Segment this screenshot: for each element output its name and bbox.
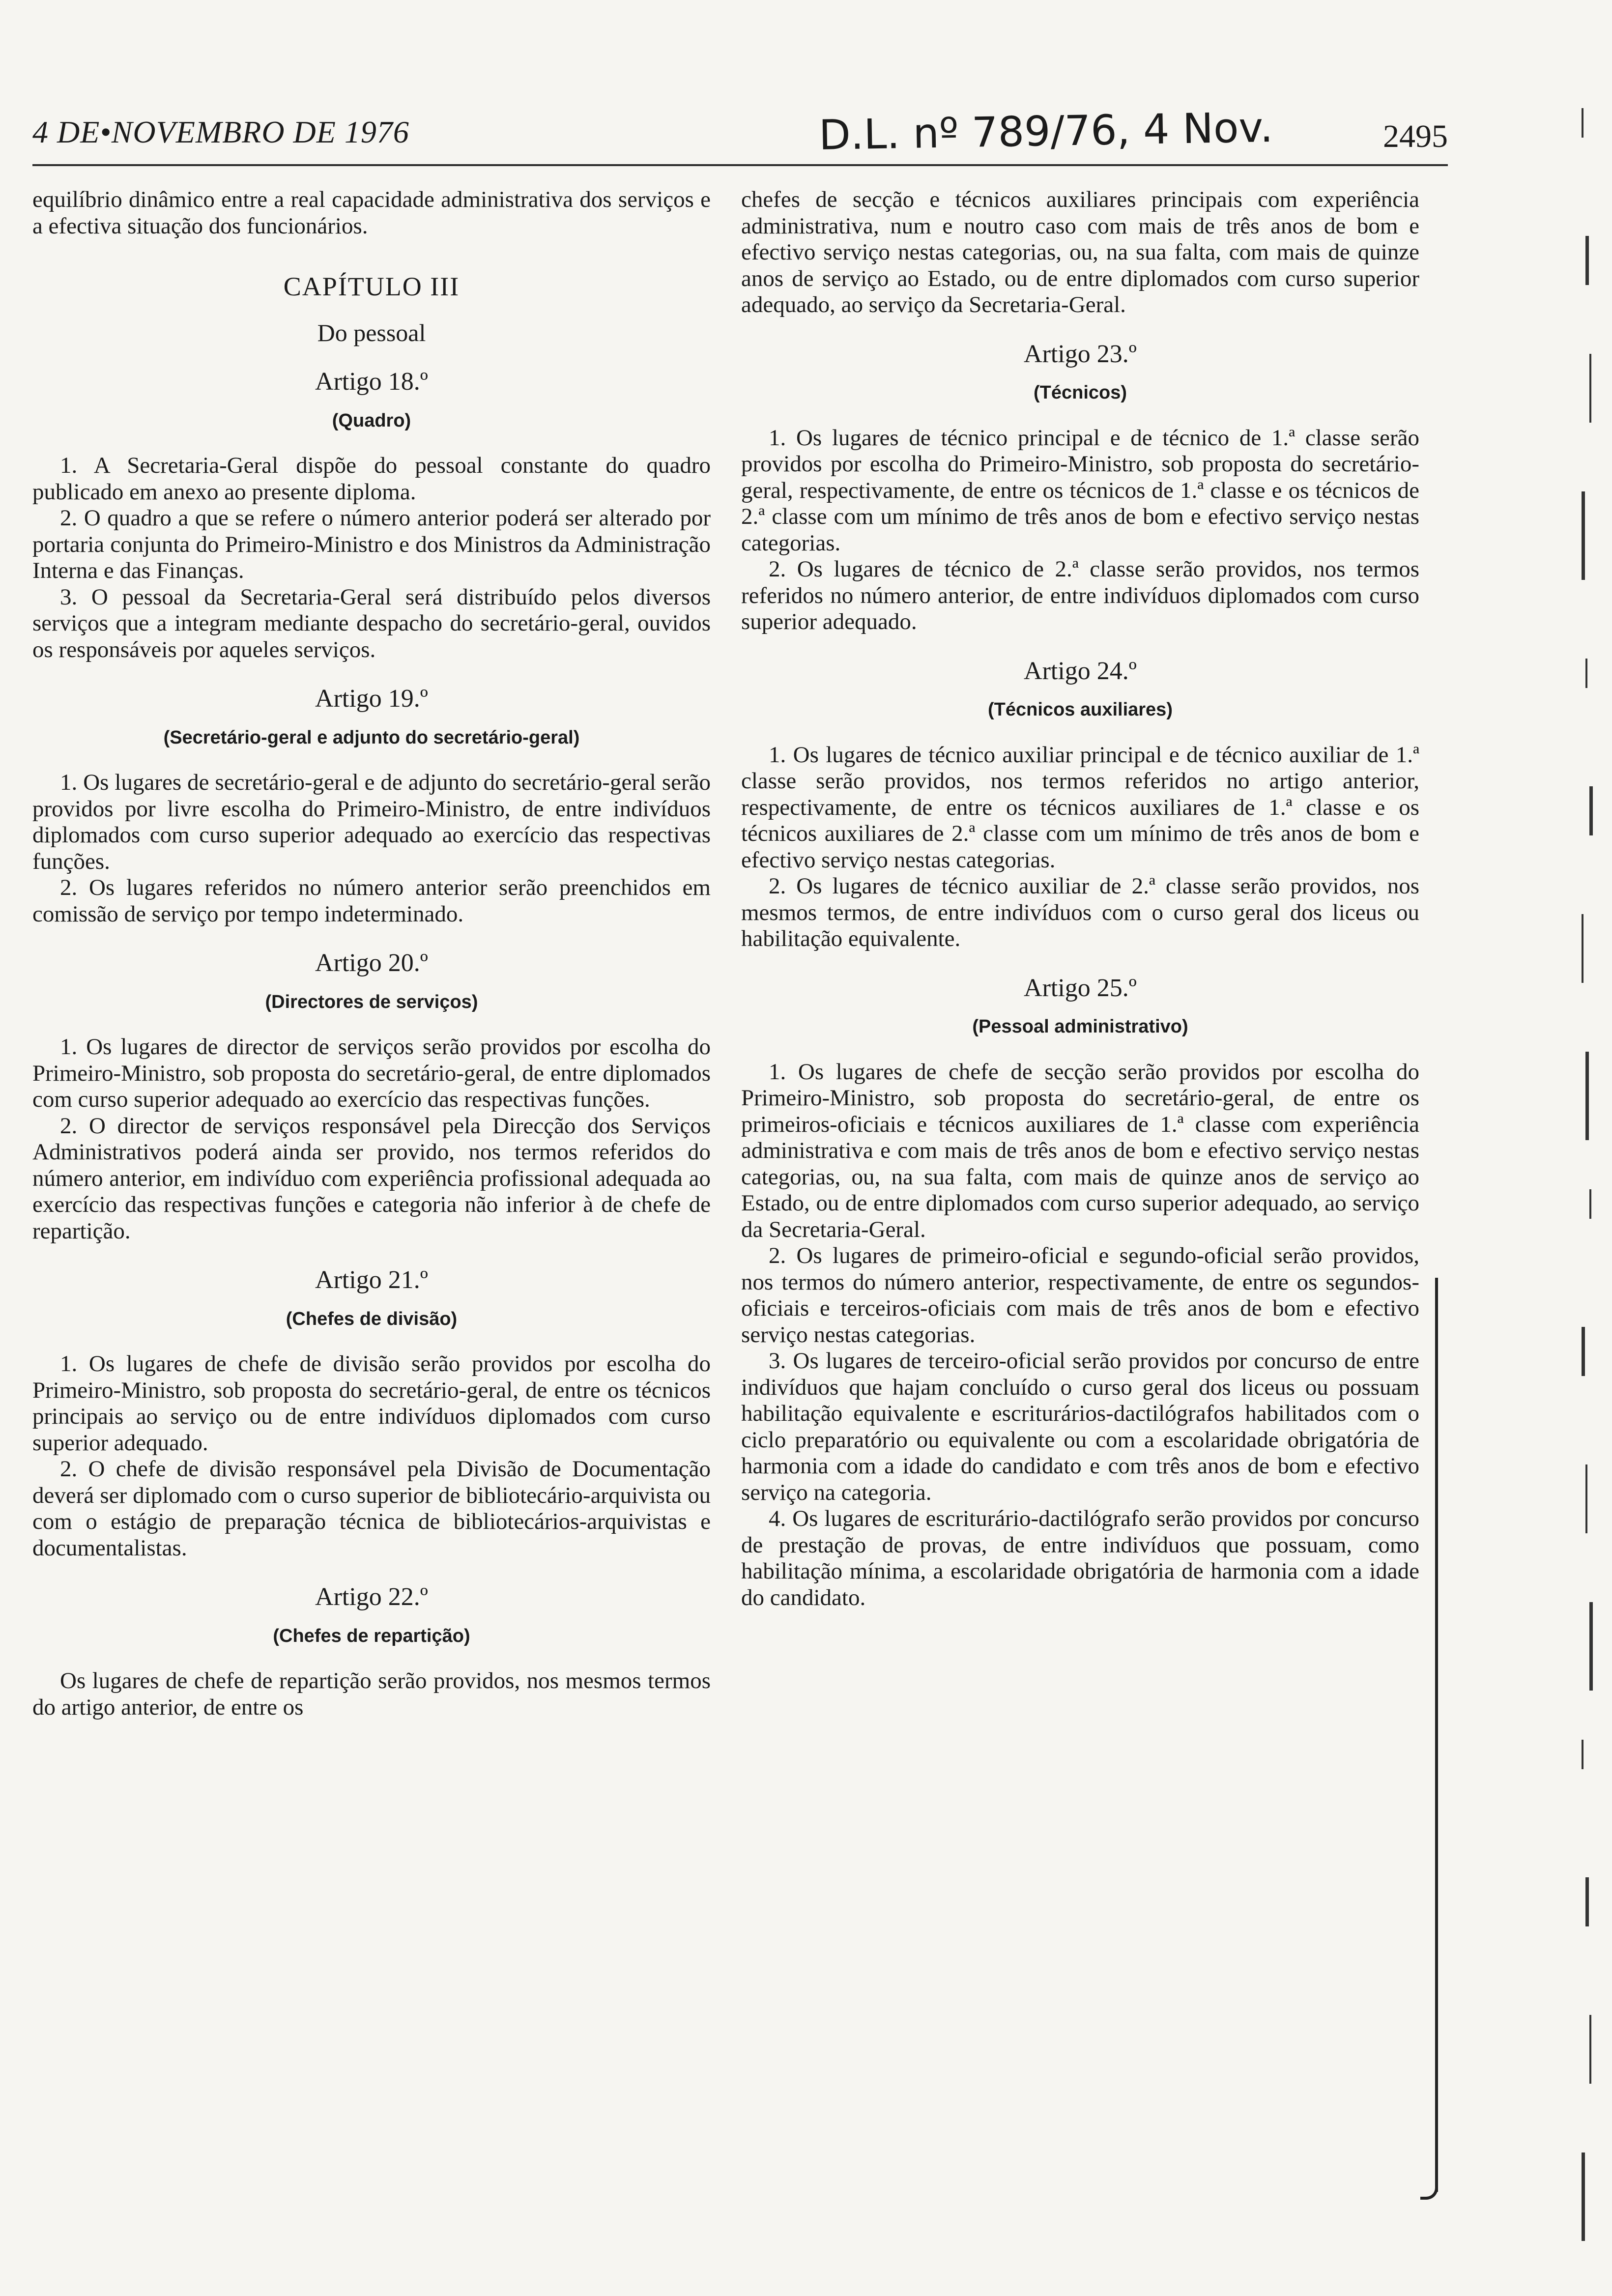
- scan-mark: [1585, 236, 1589, 285]
- scan-mark: [1585, 1877, 1589, 1926]
- article-title: Artigo 22.º: [315, 1583, 428, 1611]
- article-title: Artigo 19.º: [315, 685, 428, 713]
- paragraph: 1. Os lugares de chefe de divisão serão providos por escolha do Primeiro-Ministro, sob proposta do secretário-geral, de entre os técnicos principais ao serviço ou de entre indivíduos diplomados com curso superior adequado.: [32, 1351, 711, 1456]
- right-column: [741, 187, 1419, 1611]
- article-title: Artigo 23.º: [1024, 340, 1137, 368]
- article-subtitle: (Secretário-geral e adjunto do secretário-geral): [163, 727, 580, 748]
- paragraph: 2. O quadro a que se refere o número anterior poderá ser alterado por portaria conjunta do Primeiro-Ministro e dos Ministros da Administração Interna e das Finanças.: [32, 505, 711, 583]
- article-title: Artigo 21.º: [315, 1266, 428, 1294]
- margin-bracket: [1430, 1278, 1438, 2192]
- left-column: [32, 187, 711, 1721]
- scan-mark: [1589, 354, 1591, 423]
- paragraph: 3. O pessoal da Secretaria-Geral será distribuído pelos diversos serviços que a integram mediante despacho do secretário-geral, ouvidos os responsáveis por aqueles serviços.: [32, 584, 711, 662]
- chapter-subtitle: Do pessoal: [317, 318, 426, 346]
- paragraph: 2. Os lugares de primeiro-oficial e segundo-oficial serão providos, nos termos do número anterior, respectivamente, de entre os segundos-oficiais e terceiros-oficiais com mais de três anos de bom e efectivo serviço nestas categorias.: [741, 1243, 1419, 1348]
- scan-mark: [1585, 1052, 1589, 1140]
- paragraph: 1. Os lugares de secretário-geral e de adjunto do secretário-geral serão providos por livre escolha do Primeiro-Ministro, de entre indivíduos diplomados com curso superior adequado ao exercício das respectivas funções.: [32, 770, 711, 874]
- page-number: 2495: [1383, 118, 1448, 154]
- paragraph: chefes de secção e técnicos auxiliares principais com experiência administrativa, num e noutro caso com mais de três anos de bom e efectivo serviço nestas categorias, ou, na sua falta, com mais de quinze anos de serviço ao Estado, ou de entre diplomados com curso superior adequado, ao serviço da Secretaria-Geral.: [741, 187, 1419, 317]
- header-date: 4 DE•NOVEMBRO DE 1976: [32, 115, 409, 149]
- scan-mark: [1582, 2152, 1585, 2241]
- scan-mark: [1589, 786, 1593, 835]
- scan-mark: [1582, 914, 1583, 983]
- header-rule: [32, 164, 1448, 166]
- article-subtitle: (Técnicos auxiliares): [988, 699, 1173, 720]
- margin-bracket-tail: [1420, 2182, 1438, 2200]
- paragraph: 2. O chefe de divisão responsável pela Divisão de Documentação deverá ser diplomado com o curso superior de bibliotecário-arquivista ou com o estágio de preparação técnica de bibliotecários-arquivistas e documentalistas.: [32, 1456, 711, 1561]
- article-title: Artigo 25.º: [1024, 974, 1137, 1002]
- scan-mark: [1582, 1327, 1585, 1376]
- paragraph: Os lugares de chefe de repartição serão providos, nos mesmos termos do artigo anterior, de entre os: [32, 1668, 711, 1720]
- article-title: Artigo 20.º: [315, 949, 428, 977]
- paragraph: 1. Os lugares de chefe de secção serão providos por escolha do Primeiro-Ministro, sob proposta do secretário-geral, de entre os primeiros-oficiais e técnicos auxiliares de 1.ª classe com experiência administrativa e com mais de três anos de bom e efectivo serviço nestas categorias, ou, na sua falta, com mais de quinze anos de serviço ao Estado, ou de entre diplomados com curso superior adequado, ao serviço da Secretaria-Geral.: [741, 1059, 1419, 1242]
- scan-mark: [1585, 659, 1587, 688]
- article-subtitle: (Técnicos): [1033, 382, 1127, 403]
- scan-mark: [1585, 1464, 1587, 1533]
- article-subtitle: (Chefes de repartição): [273, 1625, 470, 1646]
- scan-mark: [1582, 108, 1583, 138]
- article-subtitle: (Quadro): [332, 410, 411, 431]
- paragraph: 2. O director de serviços responsável pela Direcção dos Serviços Administrativos poderá ainda ser provido, nos termos referidos do número anterior, em indivíduo com experiência profissional adequada ao exercício das respectivas funções e categoria não inferior à de chefe de repartição.: [32, 1113, 711, 1244]
- paragraph: 1. A Secretaria-Geral dispõe do pessoal constante do quadro publicado em anexo ao presente diploma.: [32, 453, 711, 505]
- paragraph: 4. Os lugares de escriturário-dactilógrafo serão providos por concurso de prestação de provas, de entre indivíduos que possuam, como habilitação mínima, a escolaridade obrigatória de harmonia com a idade do candidato.: [741, 1506, 1419, 1610]
- handwritten-annotation: D.L. nº 789/76, 4 Nov.: [818, 103, 1274, 160]
- article-subtitle: (Chefes de divisão): [286, 1308, 458, 1329]
- paragraph: 3. Os lugares de terceiro-oficial serão providos por concurso de entre indivíduos que hajam concluído o curso geral dos liceus ou possuam habilitação equivalente e escriturários-dactilógrafos habilitados com o ciclo preparatório ou equivalente ou com a escolaridade obrigatória de harmonia com a idade do candidato e com três anos de bom e efectivo serviço na categoria.: [741, 1348, 1419, 1505]
- paragraph: 2. Os lugares de técnico auxiliar de 2.ª classe serão providos, nos mesmos termos, de entre indivíduos com o curso geral dos liceus ou habilitação equivalente.: [741, 873, 1419, 951]
- article-title: Artigo 24.º: [1024, 657, 1137, 685]
- paragraph: 1. Os lugares de técnico auxiliar principal e de técnico auxiliar de 1.ª classe serão providos, nos termos referidos no artigo anterior, respectivamente, de entre os técnicos auxiliares de 1.ª classe e os técnicos auxiliares de 2.ª classe com um mínimo de três anos de bom e efectivo serviço nestas categorias.: [741, 742, 1419, 873]
- article-subtitle: (Directores de serviços): [265, 991, 478, 1012]
- paragraph: 1. Os lugares de técnico principal e de técnico de 1.ª classe serão providos por escolha do Primeiro-Ministro, sob proposta do secretário-geral, respectivamente, de entre os técnicos de 1.ª classe e os técnicos de 2.ª classe com um mínimo de três anos de bom e efectivo serviço nestas categorias.: [741, 425, 1419, 556]
- article-subtitle: (Pessoal administrativo): [972, 1016, 1188, 1037]
- scan-mark: [1582, 1740, 1583, 1769]
- edge-scan-marks: [1582, 49, 1601, 2261]
- chapter-title: CAPÍTULO III: [283, 272, 460, 301]
- scan-mark: [1589, 2015, 1591, 2084]
- article-title: Artigo 18.º: [315, 368, 428, 396]
- paragraph: equilíbrio dinâmico entre a real capacidade administrativa dos serviços e a efectiva situação dos funcionários.: [32, 187, 711, 239]
- paragraph: 2. Os lugares referidos no número anterior serão preenchidos em comissão de serviço por tempo indeterminado.: [32, 875, 711, 927]
- scan-mark: [1589, 1189, 1591, 1219]
- paragraph: 1. Os lugares de director de serviços serão providos por escolha do Primeiro-Ministro, sob proposta do secretário-geral, de entre diplomados com curso superior adequado ao exercício das respectivas funções.: [32, 1034, 711, 1112]
- scan-mark: [1582, 491, 1585, 580]
- scan-mark: [1589, 1602, 1593, 1691]
- paragraph: 2. Os lugares de técnico de 2.ª classe serão providos, nos termos referidos no número anterior, de entre indivíduos diplomados com curso superior adequado.: [741, 556, 1419, 634]
